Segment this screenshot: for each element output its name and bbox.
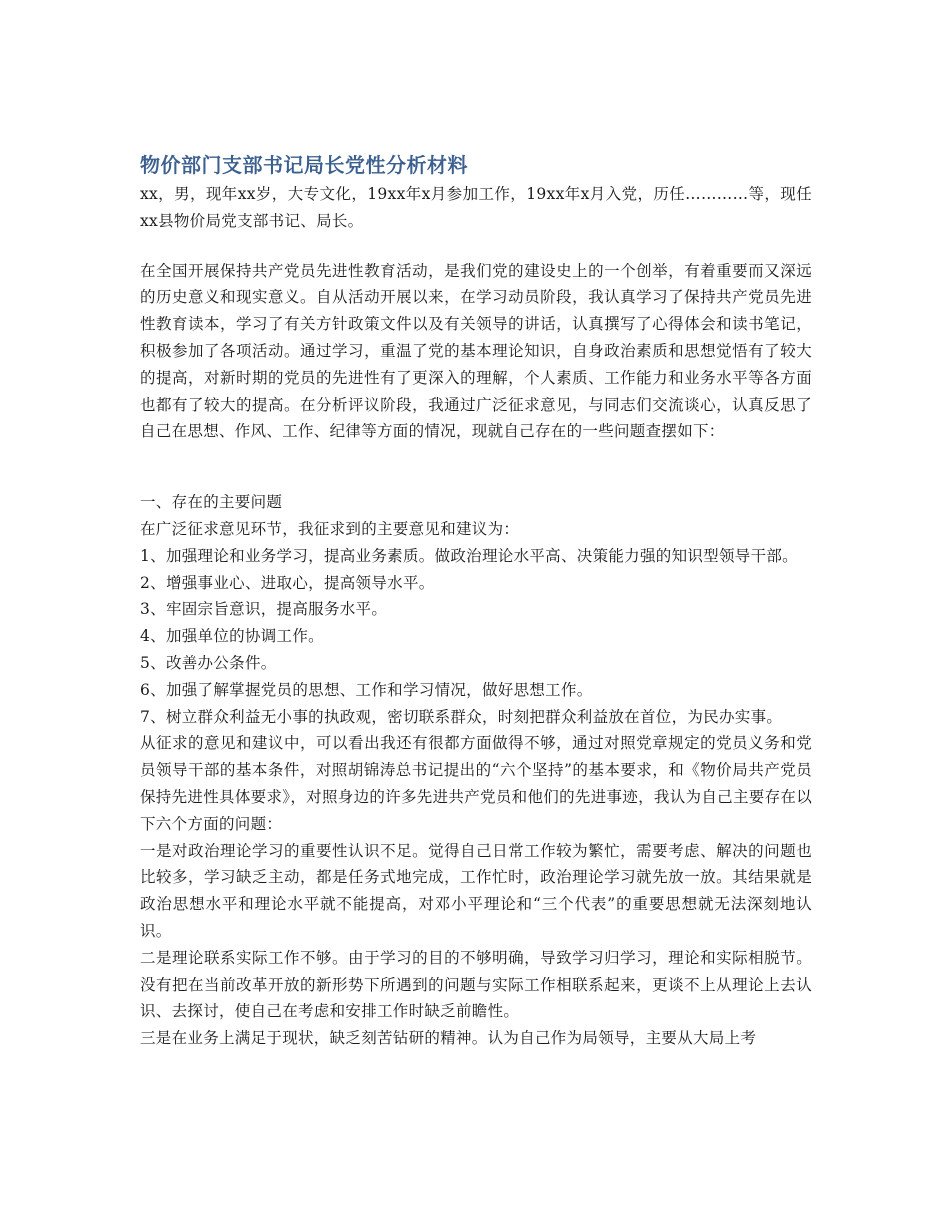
document-title: 物价部门支部书记局长党性分析材料	[140, 153, 468, 177]
problem-paragraph: 三是在业务上满足于现状，缺乏刻苦钻研的精神。认为自己作为局领导，主要从大局上考	[140, 1029, 757, 1048]
list-item: 5、改善办公条件。	[140, 653, 277, 672]
opening-paragraph: 在全国开展保持共产党员先进性教育活动，是我们党的建设史上的一个创举，有着重要而又深远的历史意义和现实意义。自从活动开展以来，在学习动员阶段，我认真学习了保持共产党员先进性教育读本，学习了有关方针政策文件以及有关领导的讲话，认真撰写了心得体会和读书笔记，积极参加了各项活动。通过学习，重温了党的基本理论知识，自身政治素质和思想觉悟有了较大的提高，对新时期的党员的先进性有了更深入的理解，个人素质、工作能力和业务水平等各方面也都有了较大的提高。在分析评议阶段，我通过广泛征求意见，与同志们交流谈心，认真反思了自己在思想、作风、工作、纪律等方面的情况，现就自己存在的一些问题查摆如下：	[140, 261, 812, 441]
analysis-paragraph: 从征求的意见和建议中，可以看出我还有很都方面做得不够，通过对照党章规定的党员义务和党员领导干部的基本条件，对照胡锦涛总书记提出的“六个坚持”的基本要求，和《物价局共产党员保持先进性具体要求》，对照身边的许多先进共产党员和他们的先进事迹，我认为自己主要存在以下六个方面的问题：	[140, 734, 812, 833]
list-item: 2、增强事业心、进取心，提高领导水平。	[140, 573, 435, 592]
problem-paragraph: 一是对政治理论学习的重要性认识不足。觉得自己日常工作较为繁忙，需要考虑、解决的问题也比较多，学习缺乏主动，都是任务式地完成，工作忙时，政治理论学习就先放一放。其结果就是政治思想水平和理论水平就不能提高，对邓小平理论和“三个代表”的重要思想就无法深刻地认识。	[140, 841, 812, 940]
problem-paragraph: 二是理论联系实际工作不够。由于学习的目的不够明确，导致学习归学习，理论和实际相脱节。没有把在当前改革开放的新形势下所遇到的问题与实际工作相联系起来，更谈不上从理论上去认识、去探讨，使自己在考虑和安排工作时缺乏前瞻性。	[140, 948, 812, 1021]
author-intro: xx，男，现年xx岁，大专文化，19xx年x月参加工作，19xx年x月入党，历任…………等，现任xx县物价局党支部书记、局长。	[140, 185, 812, 230]
list-item: 3、牢固宗旨意识，提高服务水平。	[140, 600, 388, 619]
section-heading: 一、存在的主要问题	[140, 493, 283, 512]
document-page	[140, 150, 812, 1052]
spacer	[140, 235, 812, 258]
list-item: 7、树立群众利益无小事的执政观，密切联系群众，时刻把群众利益放在首位，为民办实事。	[140, 707, 783, 726]
list-item: 6、加强了解掌握党员的思想、工作和学习情况，做好思想工作。	[140, 680, 593, 699]
section-lead: 在广泛征求意见环节，我征求到的主要意见和建议为：	[140, 519, 520, 538]
list-item: 1、加强理论和业务学习，提高业务素质。做政治理论水平高、决策能力强的知识型领导干部。	[140, 546, 798, 565]
spacer	[140, 445, 812, 489]
list-item: 4、加强单位的协调工作。	[140, 627, 324, 646]
